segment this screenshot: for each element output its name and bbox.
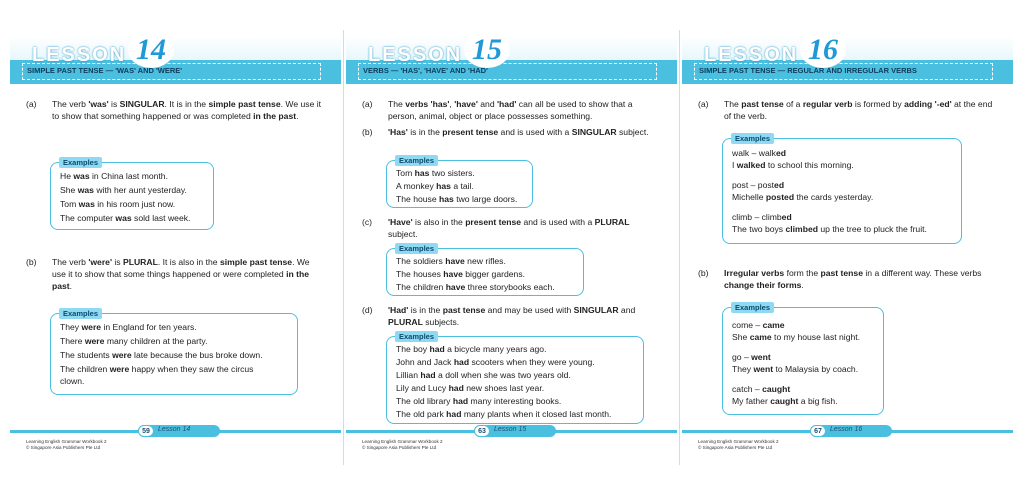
example-line [396,357,595,367]
example-line [732,148,786,158]
paragraph-label: (a) [362,99,373,109]
text-seg: post – post [732,180,775,190]
example-line [396,344,546,354]
paragraph-text [724,98,995,122]
bold-seg: ed [775,148,786,158]
bold-seg: had [446,409,462,419]
bold-seg: went [753,364,774,374]
examples-box [50,158,214,230]
bold-seg: in the past [52,269,310,291]
bold-seg: 'was' [88,99,109,109]
example-line [60,336,207,346]
paragraph-d [362,304,659,328]
page-divider [343,30,344,465]
text-seg: She [732,332,750,342]
bold-seg: went [751,352,771,362]
text-seg: scooters when they were young. [469,357,595,367]
bold-seg: were [109,364,130,374]
text-seg: . We use it to show that some things happened or were completed [52,257,310,279]
text-seg: two sisters. [429,168,475,178]
text-seg: happy when they saw the circus [129,364,254,374]
bold-seg: ed [774,180,785,190]
bold-seg: has [436,181,451,191]
text-seg: The houses [396,269,444,279]
text-seg: They [732,364,754,374]
bold-seg: 'Have' [388,217,413,227]
text-seg: The students [60,350,113,360]
text-seg: is [108,99,120,109]
text-seg: The verb [52,99,89,109]
text-seg: climb – climb [732,212,782,222]
text-seg: The soldiers [396,256,446,266]
example-line [396,409,611,419]
example-line [732,332,860,342]
text-seg: subjects. [422,317,460,327]
lesson-title: LESSON [368,44,463,66]
examples-label: Examples [731,133,774,144]
text-seg: to my house last night. [771,332,861,342]
example-line [732,352,771,362]
text-seg: There [60,336,85,346]
text-seg: . [296,111,299,121]
text-seg: The old park [396,409,447,419]
example-line [396,383,544,393]
bold-seg: past tense [741,99,784,109]
bold-seg: had [453,357,470,367]
text-seg: Tom [60,199,79,209]
bold-seg: Irregular verbs [724,268,785,278]
footer-line: Learning English Grammar Workbook 2 [362,439,443,444]
text-seg: He [60,171,74,181]
text-seg: She [60,185,78,195]
bold-seg: present tense [442,127,499,137]
text-seg: A monkey [396,181,437,191]
examples-box [386,244,584,296]
text-seg: go – [732,352,752,362]
text-seg: The children [60,364,110,374]
text-seg: a doll when she was two years old. [435,370,571,380]
bold-seg: had [429,344,445,354]
paragraph-b [698,267,995,291]
bold-seg: has [414,168,430,178]
examples-box [386,332,644,424]
text-seg: I [732,160,737,170]
bold-seg: in the past [253,111,297,121]
text-seg: is also in the [412,217,466,227]
bold-seg: was [115,213,132,223]
lesson-header [682,33,1013,84]
example-line [396,370,571,380]
example-line [732,396,838,406]
bold-seg: walked [736,160,766,170]
text-seg: is in the [408,305,443,315]
bold-seg: had [448,383,464,393]
paragraph-b [362,126,659,138]
lesson-header [346,33,677,84]
text-seg: is formed by [852,99,905,109]
example-line [732,224,927,234]
bold-seg: simple past tense [208,99,281,109]
publisher-credit [26,439,107,451]
example-line [396,194,517,204]
topic-box [22,63,321,80]
text-seg: My father [732,396,771,406]
text-seg: . [801,280,804,290]
text-seg: the cards yesterday. [794,192,874,202]
text-seg: to school this morning. [765,160,854,170]
text-seg: They [60,322,82,332]
lesson-16-page [682,30,1013,465]
text-seg: up the tree to pluck the fruit. [817,224,927,234]
example-line [732,384,790,394]
text-seg: and [477,99,498,109]
text-seg: is in the [407,127,443,137]
text-seg: to Malaysia by coach. [773,364,859,374]
paragraph-text [388,304,659,328]
example-line [396,256,506,266]
page-number: 63 [474,425,490,437]
example-line [396,282,555,292]
paragraph-b [26,256,323,292]
text-seg: come – [732,320,763,330]
topic-box [694,63,993,80]
lesson-15-page [346,30,677,465]
text-seg: The house [396,194,439,204]
examples-label: Examples [395,331,438,342]
text-seg: in a different way. These verbs [863,268,982,278]
bold-seg: came [762,320,785,330]
text-seg: The two boys [732,224,786,234]
text-seg: The [724,99,742,109]
lesson-title: LESSON [32,44,127,66]
example-line [60,213,190,223]
bold-seg: regular verb [802,99,853,109]
text-seg: The [388,99,406,109]
text-seg: Lily and Lucy [396,383,449,393]
bold-seg: past tense [442,305,486,315]
text-seg: many plants when it closed last month. [461,409,612,419]
paragraph-text [388,98,659,122]
text-seg: catch – [732,384,763,394]
footer-line: © Singapore Asia Publishers Pte Ltd [698,445,773,450]
lesson-number: 16 [800,32,846,68]
text-seg: in his room just now. [94,199,176,209]
text-seg: . [69,281,73,291]
text-seg: late because the bus broke down. [131,350,263,360]
bold-seg: 'had' [497,99,517,109]
bold-seg: ed [781,212,792,222]
example-line [732,180,784,190]
paragraph-label: (a) [26,99,37,109]
footer-lesson: Lesson 15 [494,426,527,433]
bold-seg: caught [770,396,799,406]
bold-seg: PLURAL [594,217,630,227]
example-line [60,185,187,195]
lesson-topic: SIMPLE PAST TENSE — 'WAS' AND 'WERE' [27,66,183,75]
paragraph-a [362,98,659,122]
bold-seg: climbed [785,224,818,234]
text-seg: sold last week. [131,213,191,223]
page-number-pill [474,425,556,437]
lesson-number: 14 [128,32,174,68]
page-number: 59 [138,425,154,437]
paragraph-a [698,98,995,122]
bold-seg: 'Has' [388,127,408,137]
text-seg: The old library [396,396,453,406]
example-line [732,212,792,222]
text-seg: can all be used to show that a person, animal, object or place possesses something. [388,99,633,121]
paragraph-label: (a) [698,99,709,109]
lesson-number: 15 [464,32,510,68]
examples-label: Examples [395,243,438,254]
examples-box [722,303,884,415]
bold-seg: have [445,256,465,266]
bold-seg: had [420,370,436,380]
bold-seg: 'Had' [388,305,409,315]
text-seg: John and Jack [396,357,454,367]
text-seg: new shoes last year. [463,383,545,393]
bold-seg: SINGULAR [571,127,617,137]
text-seg: and [618,305,636,315]
text-seg: The verb [52,257,89,267]
text-seg: a tail. [450,181,474,191]
text-seg: in England for ten years. [101,322,197,332]
text-seg: clown. [60,376,85,386]
bold-seg: were [112,350,132,360]
paragraph-label: (b) [698,268,709,278]
bold-seg: SINGULAR [119,99,165,109]
paragraph-a [26,98,323,122]
text-seg: . We use it to show that something happened or was completed [52,99,322,121]
bold-seg: have [445,282,466,292]
lesson-topic: SIMPLE PAST TENSE — REGULAR AND IRREGULAR VERBS [699,66,917,75]
bold-seg: was [78,199,95,209]
example-line [60,322,197,332]
bold-seg: were [81,322,102,332]
text-seg: and is used with a [498,127,572,137]
bold-seg: caught [762,384,791,394]
publisher-credit [698,439,779,451]
text-seg: two large doors. [453,194,518,204]
lesson-header [10,33,341,84]
footer-line: © Singapore Asia Publishers Pte Ltd [362,445,437,450]
footer-lesson: Lesson 16 [830,426,863,433]
footer-lesson: Lesson 14 [158,426,191,433]
page-number: 67 [810,425,826,437]
bold-seg: PLURAL [122,257,158,267]
text-seg: Lillian [396,370,421,380]
text-seg: many interesting books. [468,396,562,406]
example-line [732,320,785,330]
example-line [732,192,873,202]
page-divider [679,30,680,465]
example-line [60,199,175,209]
example-line [60,364,253,374]
bold-seg: present tense [465,217,522,227]
paragraph-text [388,126,659,138]
text-seg: The boy [396,344,430,354]
example-line [396,181,474,191]
paragraph-text [52,256,323,292]
text-seg: bigger gardens. [462,269,525,279]
bold-seg: has [439,194,454,204]
paragraph-text [388,216,659,240]
text-seg: subject. [616,127,649,137]
bold-seg: SINGULAR [573,305,619,315]
example-line [732,160,854,170]
paragraph-label: (c) [362,217,373,227]
bold-seg: posted [765,192,795,202]
text-seg: Tom [396,168,415,178]
page-number-pill [810,425,892,437]
paragraph-label: (d) [362,305,373,315]
bold-seg: 'were' [88,257,112,267]
text-seg: at the end of the verb. [724,99,993,121]
lesson-title: LESSON [704,44,799,66]
text-seg: form the [784,268,821,278]
bold-seg: adding '-ed' [904,99,952,109]
topic-box [358,63,657,80]
bold-seg: came [749,332,772,342]
text-seg: new rifles. [464,256,506,266]
paragraph-label: (b) [26,257,37,267]
text-seg: and may be used with [485,305,574,315]
bold-seg: change their forms [724,280,802,290]
example-line [396,396,561,406]
examples-label: Examples [731,302,774,313]
text-seg: , [449,99,455,109]
text-seg: subject. [388,229,418,239]
footer-line: Learning English Grammar Workbook 2 [698,439,779,444]
text-seg: walk – walk [732,148,776,158]
example-line [396,168,475,178]
text-seg: . It is in the [164,99,209,109]
bold-seg: simple past tense [219,257,293,267]
bold-seg: verbs 'has' [405,99,450,109]
lesson-topic: VERBS — 'HAS', 'HAVE' AND 'HAD' [363,66,488,75]
examples-box [50,309,298,395]
lesson-14-page [10,30,341,465]
text-seg: and is used with a [521,217,595,227]
text-seg: Michelle [732,192,766,202]
paragraph-text [52,98,323,122]
text-seg: The computer [60,213,116,223]
text-seg: a big fish. [798,396,838,406]
examples-label: Examples [395,155,438,166]
examples-box [386,156,533,208]
text-seg: of a [783,99,803,109]
text-seg: in China last month. [89,171,168,181]
bold-seg: have [443,269,463,279]
bold-seg: PLURAL [388,317,423,327]
bold-seg: past tense [820,268,863,278]
example-line [732,364,858,374]
footer-line: Learning English Grammar Workbook 2 [26,439,107,444]
text-seg: three storybooks each. [465,282,555,292]
example-line [60,350,263,360]
examples-box [722,134,962,244]
example-line [396,269,525,279]
text-seg: . It is also in the [157,257,220,267]
text-seg: a bicycle many years ago. [444,344,547,354]
text-seg: many children at the party. [104,336,208,346]
bold-seg: was [73,171,90,181]
text-seg: with her aunt yesterday. [93,185,187,195]
paragraph-label: (b) [362,127,373,137]
paragraph-text [724,267,995,291]
example-line [60,376,84,386]
page-number-pill [138,425,220,437]
text-seg: is [112,257,123,267]
examples-label: Examples [59,308,102,319]
bold-seg: had [452,396,469,406]
bold-seg: were [84,336,105,346]
bold-seg: 'have' [454,99,478,109]
examples-label: Examples [59,157,102,168]
bold-seg: was [77,185,94,195]
text-seg: The children [396,282,446,292]
example-line [60,171,168,181]
paragraph-c [362,216,659,240]
footer-line: © Singapore Asia Publishers Pte Ltd [26,445,101,450]
publisher-credit [362,439,443,451]
